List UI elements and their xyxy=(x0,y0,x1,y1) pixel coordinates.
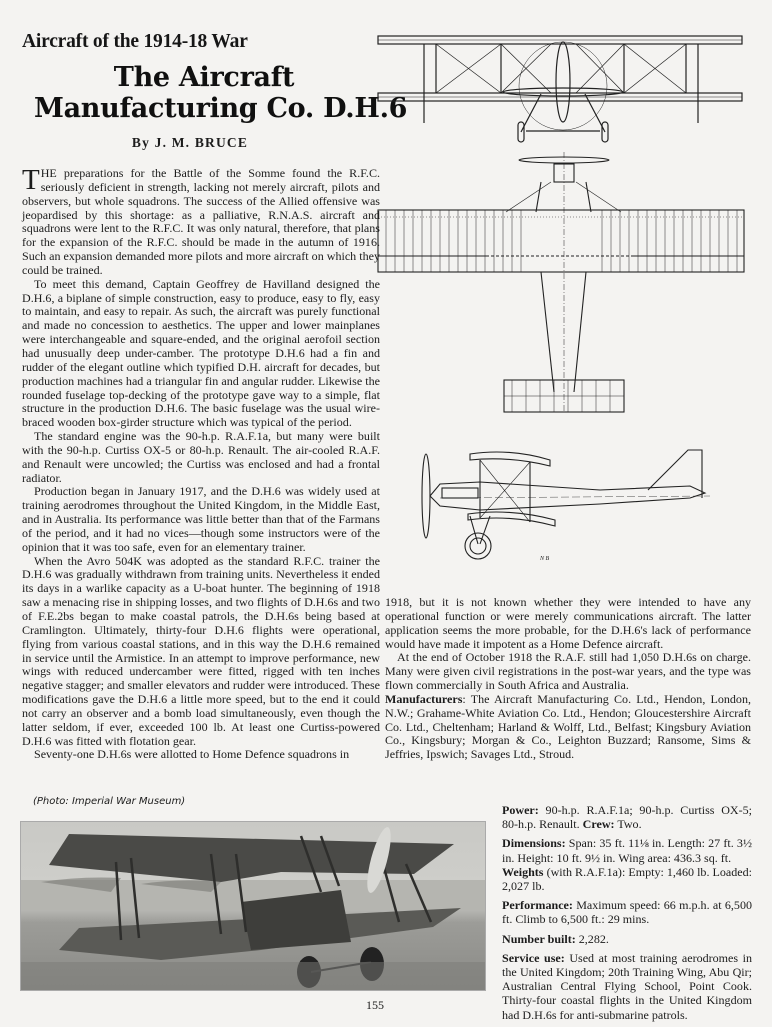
byline: By J. M. BRUCE xyxy=(131,135,249,150)
photo-credit: (Photo: Imperial War Museum) xyxy=(33,796,186,807)
manufacturers-label: Manufacturers xyxy=(385,691,463,706)
page-number: 155 xyxy=(366,998,384,1012)
title-line-2: Manufacturing Co. D.H.6 xyxy=(34,93,408,124)
article-right-column xyxy=(385,596,751,762)
manufacturers-paragraph xyxy=(385,693,751,762)
specifications-box xyxy=(502,803,752,1027)
paragraph: Production began in January 1917, and the D.H.6 was widely used at training aerodromes throughout the United Kingdom, in the Middle East, and in Australia. Its performance was little better than that of the Farmans of the period, and it had no vices—though some instructors were of the opinion that it was too safe, even for an elementary trainer. xyxy=(22,484,380,554)
paragraph: The standard engine was the 90-h.p. R.A.F.1a, but many were built with the 90-h.p. Curtiss OX-5 or 80-h.p. Renault. The air-cooled R.A.F. and Renault were uncowled; the Curtiss was enclosed and had a frontal radiator. xyxy=(22,429,380,485)
side-view-drawing xyxy=(420,448,710,563)
drop-cap: T xyxy=(22,164,40,196)
paragraph: To meet this demand, Captain Geoffrey de Havilland designed the D.H.6, a biplane of simple construction, easy to produce, easy to fly, easy to maintain, and easy to repair. As such, the aircraft was purely functional and made no concession to aesthetics. The upper and lower mainplanes were interchangeable and square-ended, and the original aerofoil section had unusually deep under-camber. The prototype D.H.6 had a fin and rudder of the elegant outline which typified D.H. aircraft for decades, but production machines had a triangular fin and angular rudder. Likewise the rounded fuselage top-decking of the prototype gave way to a simple, flat structure in the production D.H.6. The basic fuselage was the usual wire-braced wooden box-girder structure which was typical of the period. xyxy=(22,276,380,430)
paragraph: Seventy-one D.H.6s were allotted to Home Defence squadrons in xyxy=(34,747,350,762)
paragraph: When the Avro 504K was adopted as the standard R.F.C. trainer the D.H.6 was gradually withdrawn from training units. Nevertheless it ended its days in a warlike capacity as a U-boat hunter. The beginning of 1918 saw a menacing rise in shipping losses, and two flights of D.H.6s and two of F.E.2bs began to make coastal patrols, the D.H.6s being based at Cramlington. Ultimately, thirty-four D.H.6 flights were operational, flying from various coastal stations, and in this way the D.H.6 remained in service until the Armistice. In an attempt to improve performance, new wings with reduced undercamber were fitted, rigged with ten inches negative stagger; and smaller elevators and rudder were introduced. These modifications gave the D.H.6 a little more speed, but to the end it could not carry an observer and a bomb load simultaneously, even though the latter seldom, if ever, exceeded 100 lb. At least one Curtiss-powered D.H.6 was fitted with flotation gear. xyxy=(22,553,380,748)
paragraph: THE preparations for the Battle of the Somme found the R.F.C. seriously deficient in strength, lacking not merely aircraft, pilots and observers, but whole squadrons. The success of the Allied offensive was jeopardised by this shortage: as a palliative, R.N.A.S. aircraft and squadrons were lent to the R.F.C. It was only natural, therefore, that plans for the expansion of the R.F.C. should be made in the autumn of 1916. Such an expansion demanded more pilots and more aircraft on which they could be trained. xyxy=(22,164,380,277)
manufacturers-text: : The Aircraft Manufacturing Co. Ltd., Hendon, London, N.W.; Grahame-White Aviation Co. Ltd., Hendon; Gloucestershire Aircraft Co. Ltd., Cheltenham; Harland & Wolff, Ltd., Belfast; Kingsbury Aviation Co., Kingsbury; Morgan & Co., Leighton Buzzard; Ransome, Sims & Jeffries, Ipswich; Savages Ltd., Stroud. xyxy=(385,691,751,762)
spec-weights: Weights (with R.A.F.1a): Empty: 1,460 lb. Loaded: 2,027 lb. xyxy=(502,864,752,894)
paragraph: At the end of October 1918 the R.A.F. still had 1,050 D.H.6s on charge. Many were given civil registrations in the post-war years, and the type was flown commercially in South Africa and Australia. xyxy=(385,650,751,693)
title-line-1: The Aircraft xyxy=(113,62,295,93)
article-title xyxy=(34,62,408,124)
plan-view-drawing xyxy=(376,152,746,412)
drawing-signature: N B xyxy=(540,556,550,562)
spec-performance: Performance: Maximum speed: 66 m.p.h. at 6,500 ft. Climb to 6,500 ft.: 29 mins. xyxy=(502,898,752,927)
spec-power: Power: 90-h.p. R.A.F.1a; 90-h.p. Curtiss OX-5; 80-h.p. Renault. Crew: Two. xyxy=(502,803,752,832)
paragraph: 1918, but it is not known whether they were intended to have any operational function or were merely communications aircraft. The latter application seems the more probable, for the D.H.6's lack of performance would have made it impotent as a Home Defence aircraft. xyxy=(385,595,751,651)
spec-service-use: Service use: Used at most training aerodromes in the United Kingdom; 20th Training Wing, Abu Qir; Australian Central Flying School, Point Cook. Thirty-four coastal flights in the United Kingdom had D.H.6s for anti-submarine patrols. xyxy=(502,950,752,1022)
series-heading: Aircraft of the 1914-18 War xyxy=(22,31,248,52)
spec-crew-label: Crew: xyxy=(582,817,615,832)
spec-number-built: Number built: 2,282. xyxy=(502,931,609,946)
article-left-column xyxy=(22,164,380,762)
photo-biplane xyxy=(21,822,485,990)
spec-dimensions: Dimensions: Span: 35 ft. 11⅛ in. Length: 27 ft. 3½ in. Height: 10 ft. 9½ in. Wing area: 436.3 sq. ft. xyxy=(502,836,752,865)
front-view-drawing xyxy=(376,34,746,144)
aircraft-photograph xyxy=(20,821,486,991)
